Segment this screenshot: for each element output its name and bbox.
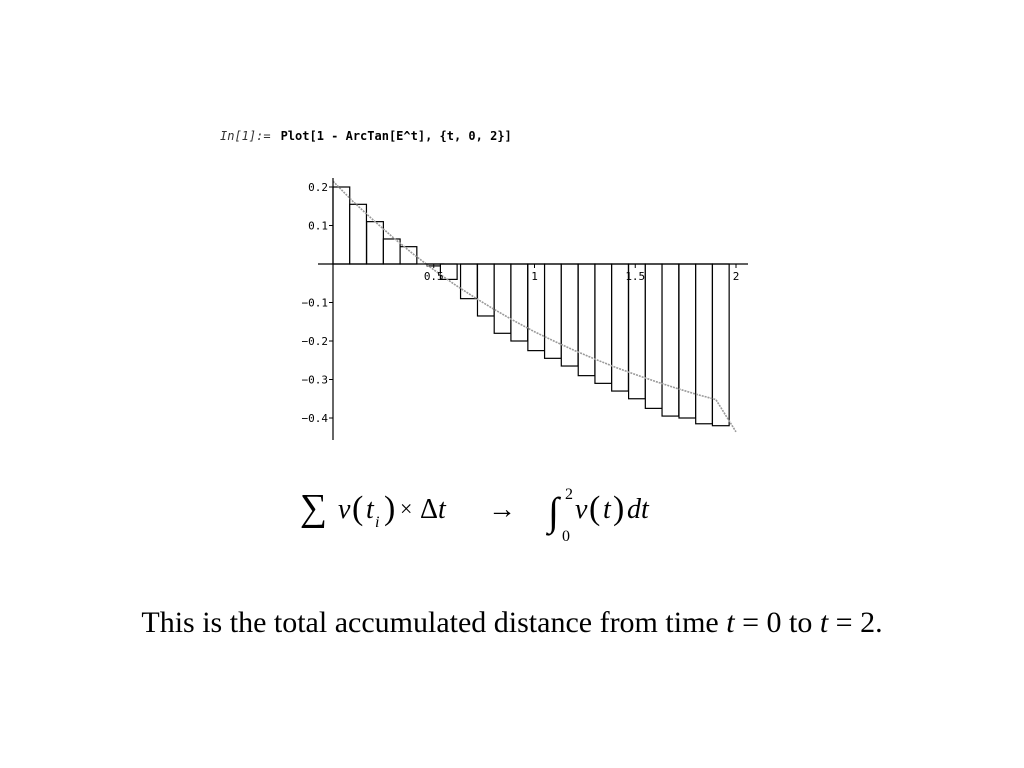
caption-text [0, 606, 1024, 640]
input-prompt: In[1]:= [220, 129, 271, 143]
x-tick-label-2: 1 [531, 270, 538, 283]
differential-dt: dt [627, 494, 649, 525]
delta-symbol: Δ [420, 494, 439, 525]
upper-limit: 2 [565, 486, 573, 503]
right-paren: ) [384, 490, 396, 527]
times-symbol: × [400, 496, 413, 521]
bar-19 [645, 264, 662, 408]
integrand-time: t [603, 494, 611, 525]
bar-3 [367, 222, 384, 264]
lower-limit: 0 [562, 528, 570, 545]
integrand-left-paren: ( [589, 490, 601, 527]
velocity-symbol: v [338, 494, 351, 525]
delta-time-symbol: t [438, 494, 446, 525]
y-tick-label-2: 0.1 [308, 219, 328, 233]
time-symbol: t [366, 494, 374, 525]
plot-command: Plot[1 - ArcTan[E^t], {t, 0, 2}] [280, 129, 512, 143]
integrand-velocity: v [575, 494, 588, 525]
bar-20 [662, 264, 679, 416]
bar-17 [612, 264, 629, 391]
y-tick-label-4: −0.2 [301, 335, 328, 348]
caption-part-2: = 0 to [734, 606, 820, 639]
caption-part-1: This is the total accumulated distance from time [141, 606, 727, 639]
bar-21 [679, 264, 696, 418]
index-subscript: i [375, 514, 380, 531]
bar-4 [383, 239, 400, 264]
y-tick-label-6: −0.4 [301, 412, 328, 425]
bar-11 [511, 264, 528, 341]
x-tick-label-1: 0.5 [423, 270, 444, 283]
bars-layer [333, 187, 729, 426]
left-paren: ( [352, 490, 364, 527]
x-tick-label-4: 2 [732, 270, 740, 283]
limit-arrow: → [488, 494, 516, 525]
bar-1 [333, 187, 350, 264]
caption-t-1: t [726, 606, 735, 639]
bar-2 [350, 204, 367, 264]
bar-10 [494, 264, 511, 333]
caption-part-3: = 2. [828, 606, 883, 639]
bar-5 [400, 247, 417, 264]
y-tick-label-5: −0.3 [301, 373, 328, 387]
riemann-sum-formula [300, 488, 720, 548]
bar-23 [712, 264, 729, 426]
bar-8 [461, 264, 478, 299]
bar-22 [696, 264, 713, 424]
integral-symbol: ∫ [548, 489, 559, 534]
y-tick-label-1: 0.2 [308, 181, 328, 194]
bar-13 [545, 264, 562, 358]
caption-t-2: t [819, 606, 829, 639]
integrand-right-paren: ) [613, 490, 625, 527]
bar-9 [477, 264, 494, 316]
summation-symbol: ∑ [300, 487, 328, 529]
x-tick-label-3: 1.5 [625, 270, 646, 283]
bar-18 [629, 264, 646, 399]
y-tick-label-3: −0.1 [301, 296, 328, 310]
